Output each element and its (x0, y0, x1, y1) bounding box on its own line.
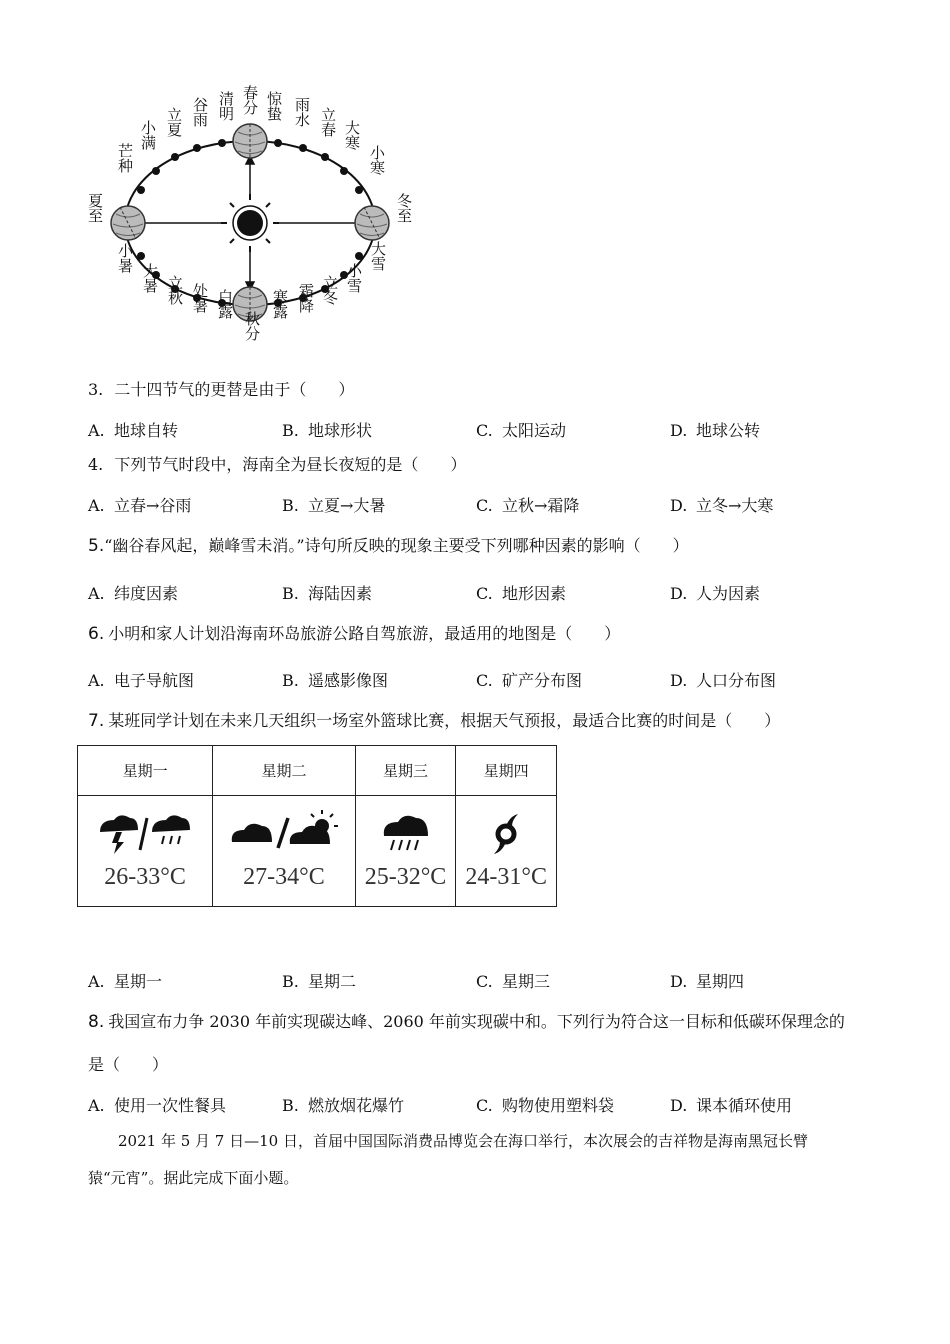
option-text: 地球公转 (696, 421, 761, 440)
heavy-rain-icon (376, 810, 436, 858)
option-a[interactable] (88, 668, 194, 691)
option-label: B. (282, 421, 299, 440)
term-daxue: 大雪 (369, 241, 387, 271)
option-label: A. (88, 1096, 105, 1115)
term-bailu: 白露 (216, 289, 234, 319)
option-b[interactable] (282, 493, 385, 516)
option-text: 电子导航图 (114, 671, 195, 690)
option-text: 星期一 (114, 972, 163, 991)
option-d[interactable] (670, 493, 773, 516)
option-text: 课本循环使用 (696, 1096, 793, 1115)
weather-temp: 25-32°C (364, 864, 447, 890)
question-stem: 小明和家人计划沿海南环岛旅游公路自驾旅游，最适用的地图是（ ） (108, 624, 621, 643)
option-text: 地形因素 (502, 584, 567, 603)
term-xiaoxue: 小雪 (345, 263, 363, 293)
earth-winter-icon (355, 206, 389, 240)
term-jingzhe: 惊蛰 (265, 91, 283, 121)
question-7 (88, 711, 780, 731)
question-stem: “幽谷春风起，巅峰雪未消。”诗句所反映的现象主要受下列哪种因素的影响（ ） (104, 536, 689, 555)
weather-cell-wednesday (355, 796, 456, 907)
question-5 (88, 536, 689, 556)
question-stem: 下列节气时段中，海南全为昼长夜短的是（ ） (114, 455, 467, 474)
option-label: D. (670, 972, 688, 991)
passage-line-1: 2021 年 5 月 7 日—10 日，首届中国国际消费品博览会在海口举行，本次展会的吉祥物是海南黑冠长臂 (118, 1132, 808, 1150)
option-label: A. (88, 972, 105, 991)
option-text: 太阳运动 (502, 421, 567, 440)
option-text: 遥感影像图 (308, 671, 389, 690)
term-hanlu: 寒露 (271, 289, 289, 319)
option-a[interactable] (88, 1093, 226, 1116)
option-d[interactable] (670, 969, 744, 992)
question-stem: 某班同学计划在未来几天组织一场室外篮球比赛，根据天气预报，最适合比赛的时间是（ ） (108, 711, 781, 730)
option-text: 星期三 (502, 972, 551, 991)
cloudy-partly-sunny-icon (226, 810, 342, 858)
option-label: C. (476, 421, 493, 440)
option-label: D. (670, 1096, 688, 1115)
option-text: 地球形状 (308, 421, 373, 440)
option-label: D. (670, 496, 688, 515)
option-b[interactable] (282, 668, 388, 691)
question-number: 4. (88, 455, 104, 474)
term-mangzhong: 芒种 (116, 143, 134, 173)
option-text: 购物使用塑料袋 (502, 1096, 615, 1115)
passage-line-2: 猿“元宵”。据此完成下面小题。 (88, 1169, 299, 1187)
term-liqiu: 立秋 (166, 275, 184, 305)
term-qiufen: 秋分 (243, 311, 261, 341)
question-4 (88, 455, 466, 475)
term-dongzhi: 冬至 (395, 193, 413, 223)
term-xiaohan: 小寒 (368, 145, 386, 175)
option-a[interactable] (88, 418, 178, 441)
question-3 (88, 380, 354, 400)
option-c[interactable] (476, 418, 566, 441)
term-chunfen: 春分 (241, 85, 259, 115)
term-xiazhi: 夏至 (86, 193, 104, 223)
option-text: 立秋→霜降 (502, 496, 580, 515)
weather-temp: 27-34°C (243, 864, 325, 890)
option-text: 使用一次性餐具 (114, 1096, 227, 1115)
option-label: A. (88, 584, 105, 603)
option-text: 星期二 (308, 972, 357, 991)
term-dahan: 大寒 (343, 120, 361, 150)
option-b[interactable] (282, 581, 372, 604)
option-text: 人为因素 (696, 584, 761, 603)
weather-cell-tuesday (213, 796, 356, 907)
typhoon-icon (486, 810, 526, 858)
option-c[interactable] (476, 581, 566, 604)
option-label: D. (670, 671, 688, 690)
option-label: B. (282, 972, 299, 991)
option-label: C. (476, 1096, 493, 1115)
option-text: 立夏→大暑 (308, 496, 386, 515)
term-xiaoshu: 小暑 (116, 243, 134, 273)
question-8 (88, 1012, 845, 1032)
option-label: B. (282, 671, 299, 690)
question-8-stem-continued (88, 1055, 168, 1075)
term-lixia: 立夏 (165, 107, 183, 137)
weather-day-header: 星期三 (355, 746, 456, 796)
option-label: A. (88, 671, 105, 690)
option-text: 矿产分布图 (502, 671, 583, 690)
option-a[interactable] (88, 969, 162, 992)
question-number: 3. (88, 380, 104, 399)
question-stem: 我国宣布力争 2030 年前实现碳达峰、2060 年前实现碳中和。下列行为符合这一目标和低碳环保理念的 (108, 1012, 845, 1031)
option-text: 燃放烟花爆竹 (308, 1096, 405, 1115)
option-d[interactable] (670, 1093, 792, 1116)
option-d[interactable] (670, 418, 760, 441)
option-a[interactable] (88, 493, 191, 516)
option-c[interactable] (476, 493, 579, 516)
option-b[interactable] (282, 418, 372, 441)
term-lichun: 立春 (319, 107, 337, 137)
option-c[interactable] (476, 668, 582, 691)
weather-day-header: 星期二 (213, 746, 356, 796)
weather-day-header: 星期一 (78, 746, 213, 796)
option-c[interactable] (476, 969, 550, 992)
weather-temp: 26-33°C (104, 864, 186, 890)
earth-summer-icon (111, 206, 145, 240)
term-chushu: 处暑 (191, 283, 209, 313)
option-d[interactable] (670, 668, 776, 691)
question-6 (88, 624, 620, 644)
option-text: 立冬→大寒 (696, 496, 774, 515)
option-b[interactable] (282, 969, 356, 992)
option-d[interactable] (670, 581, 760, 604)
option-label: A. (88, 496, 105, 515)
weather-forecast-table (77, 745, 557, 907)
option-text: 地球自转 (114, 421, 179, 440)
term-guyu: 谷雨 (191, 97, 209, 127)
weather-cell-thursday (456, 796, 557, 907)
earth-spring-icon (233, 124, 267, 158)
option-label: C. (476, 671, 493, 690)
thundershower-icon (90, 810, 200, 858)
option-a[interactable] (88, 581, 178, 604)
option-text: 纬度因素 (114, 584, 179, 603)
term-qingming: 清明 (217, 91, 235, 121)
option-label: C. (476, 584, 493, 603)
option-label: B. (282, 1096, 299, 1115)
option-b[interactable] (282, 1093, 404, 1116)
weather-temp: 24-31°C (465, 864, 547, 890)
option-text: 人口分布图 (696, 671, 777, 690)
question-number: 8. (88, 1012, 105, 1032)
option-label: B. (282, 584, 299, 603)
option-label: C. (476, 972, 493, 991)
question-number: 5. (88, 536, 105, 556)
option-text: 星期四 (696, 972, 745, 991)
option-label: C. (476, 496, 493, 515)
sun-icon (221, 194, 279, 252)
term-yushui: 雨水 (293, 97, 311, 127)
option-label: B. (282, 496, 299, 515)
option-c[interactable] (476, 1093, 614, 1116)
question-number: 6. (88, 624, 105, 644)
earth-orbit-diagram (80, 80, 430, 380)
term-dashu: 大暑 (141, 263, 159, 293)
option-text: 海陆因素 (308, 584, 373, 603)
weather-cell-monday (78, 796, 213, 907)
option-text: 立春→谷雨 (114, 496, 192, 515)
term-lidong: 立冬 (321, 275, 339, 305)
weather-day-header: 星期四 (456, 746, 557, 796)
question-stem: 二十四节气的更替是由于（ ） (114, 380, 355, 399)
question-stem: 是（ ） (88, 1055, 169, 1074)
term-xiaoman: 小满 (139, 120, 157, 150)
question-number: 7. (88, 711, 105, 731)
option-label: D. (670, 421, 688, 440)
option-label: D. (670, 584, 688, 603)
term-shuangjiang: 霜降 (297, 283, 315, 313)
option-label: A. (88, 421, 105, 440)
